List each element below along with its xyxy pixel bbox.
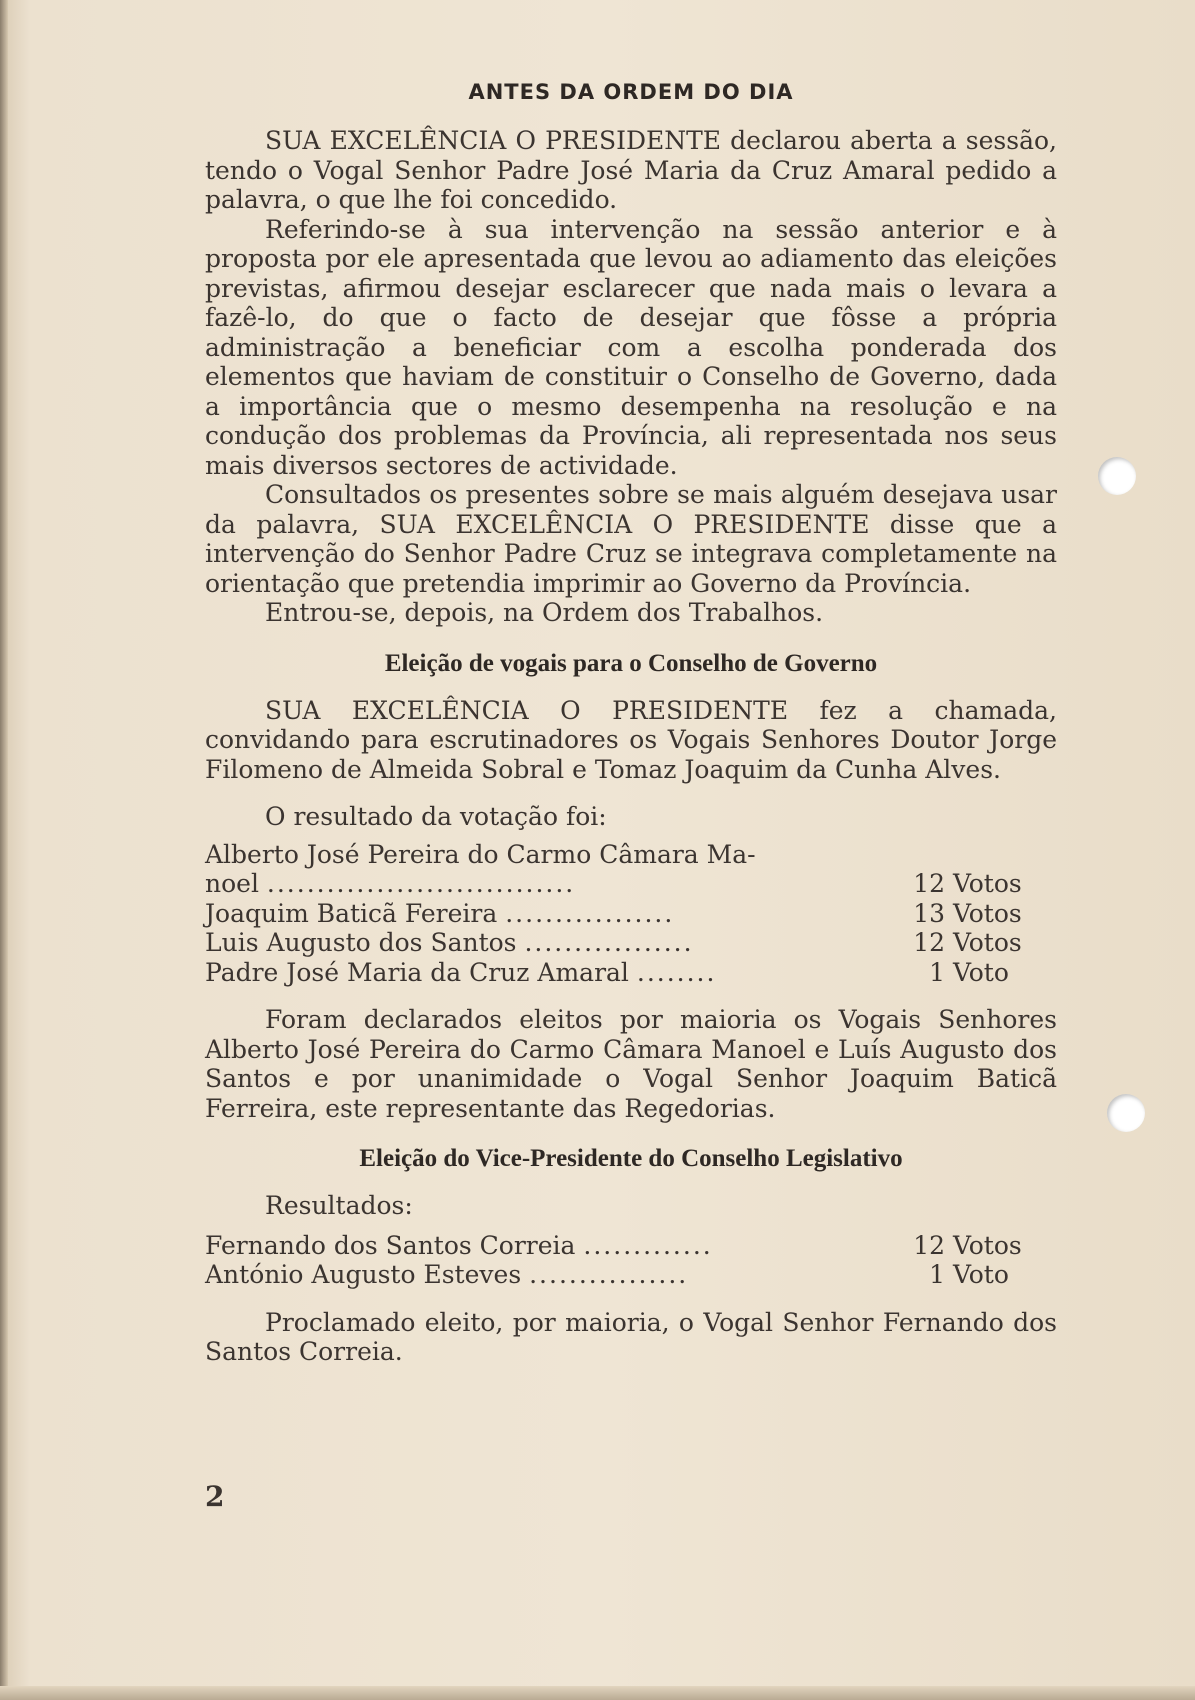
intro-paragraph-2: Referindo-se à sua intervenção na sessão anterior e à proposta por ele apresentada que levou ao adiamento das eleições previstas, afirmou desejar esclarecer que nada mais o levara a fazê-lo, do que o facto de desejar que fôsse a própria administração a beneficiar com a escolha ponderada dos elementos que haviam de constituir o Conselho de Governo, dada a importância que o mesmo desempenha na resolução e na condução dos problemas da Província, ali representada nos seus mais diversos sectores de actividade. bbox=[205, 214, 1057, 480]
punch-hole-top bbox=[1098, 457, 1136, 495]
vote-unit: Votos bbox=[953, 1230, 1022, 1260]
vice-president-heading: Eleição do Vice-Presidente do Conselho Legislativo bbox=[359, 1145, 903, 1172]
vote-count: 1 bbox=[929, 957, 945, 987]
council-result-intro: O resultado da votação foi: bbox=[265, 802, 607, 831]
table-row bbox=[205, 1260, 1033, 1290]
vice-president-result-intro: Resultados: bbox=[265, 1191, 413, 1220]
candidate-name: Padre José Maria da Cruz Amaral bbox=[205, 957, 629, 987]
page-left-edge bbox=[0, 0, 8, 1700]
punch-hole-bottom bbox=[1107, 1094, 1145, 1132]
vote-unit: Votos bbox=[953, 928, 1022, 957]
leader-dots: ............................... bbox=[266, 869, 576, 898]
table-row bbox=[205, 899, 1033, 929]
leader-dots: ................ bbox=[529, 1260, 689, 1289]
page-bottom-edge bbox=[0, 1686, 1195, 1700]
intro-paragraph-4: Entrou-se, depois, na Ordem dos Trabalhos. bbox=[265, 598, 824, 627]
table-row bbox=[205, 869, 1033, 899]
leader-dots: ............. bbox=[583, 1230, 713, 1260]
leader-dots: ........ bbox=[636, 957, 717, 987]
candidate-name: Joaquim Baticã Fereira bbox=[205, 898, 498, 928]
intro-paragraph-1: SUA EXCELÊNCIA O PRESIDENTE declarou aberta a sessão, tendo o Vogal Senhor Padre José Maria da Cruz Amaral pedido a palavra, o que lhe foi concedido. bbox=[205, 126, 1057, 214]
vote-unit: Voto bbox=[953, 957, 1009, 987]
vote-count: 13 bbox=[913, 898, 945, 928]
vote-unit: Voto bbox=[953, 1260, 1009, 1289]
candidate-name: António Augusto Esteves bbox=[205, 1260, 522, 1289]
candidate-name: Fernando dos Santos Correia bbox=[205, 1230, 576, 1260]
table-row bbox=[205, 928, 1033, 958]
vote-count: 12 bbox=[913, 1230, 945, 1260]
council-election-heading: Eleição de vogais para o Conselho de Governo bbox=[384, 649, 878, 677]
leader-dots: ................. bbox=[524, 928, 694, 957]
vice-president-results-table bbox=[205, 1231, 1033, 1290]
page-content bbox=[205, 80, 1057, 1367]
vote-unit: Votos bbox=[953, 898, 1022, 928]
vice-president-conclusion: Proclamado eleito, por maioria, o Vogal Senhor Fernando dos Santos Correia. bbox=[205, 1307, 1057, 1366]
page-number: 2 bbox=[205, 1480, 225, 1513]
table-row bbox=[205, 958, 1033, 988]
council-results-table bbox=[205, 840, 1033, 988]
leader-dots: ................. bbox=[505, 898, 675, 928]
table-row bbox=[205, 1231, 1033, 1261]
council-conclusion: Foram declarados eleitos por maioria os Vogais Senhores Alberto José Pereira do Carmo Câmara Manoel e Luís Augusto dos Santos e por unanimidade o Vogal Senhor Joaquim Baticã Ferreira, este representante das Regedorias. bbox=[205, 1005, 1057, 1123]
council-election-paragraph: SUA EXCELÊNCIA O PRESIDENTE fez a chamada, convidando para escrutinadores os Vogais Senhores Doutor Jorge Filomeno de Almeida Sobral e Tomaz Joaquim da Cunha Alves. bbox=[205, 695, 1057, 784]
candidate-name: Luis Augusto dos Santos bbox=[205, 928, 517, 957]
vote-count: 12 bbox=[913, 869, 945, 898]
section-heading: ANTES DA ORDEM DO DIA bbox=[468, 80, 794, 104]
table-row bbox=[205, 840, 1033, 870]
intro-paragraph-3: Consultados os presentes sobre se mais alguém desejava usar da palavra, SUA EXCELÊNCIA O PRESIDENTE disse que a intervenção do Senhor Padre Cruz se integrava completamente na orientação que pretendia imprimir ao Governo da Província. bbox=[205, 480, 1057, 598]
vote-unit: Votos bbox=[953, 869, 1022, 898]
vote-count: 12 bbox=[913, 928, 945, 957]
candidate-name: noel bbox=[205, 869, 259, 898]
vote-count: 1 bbox=[929, 1260, 945, 1289]
candidate-name: Alberto José Pereira do Carmo Câmara Ma- bbox=[205, 839, 756, 869]
